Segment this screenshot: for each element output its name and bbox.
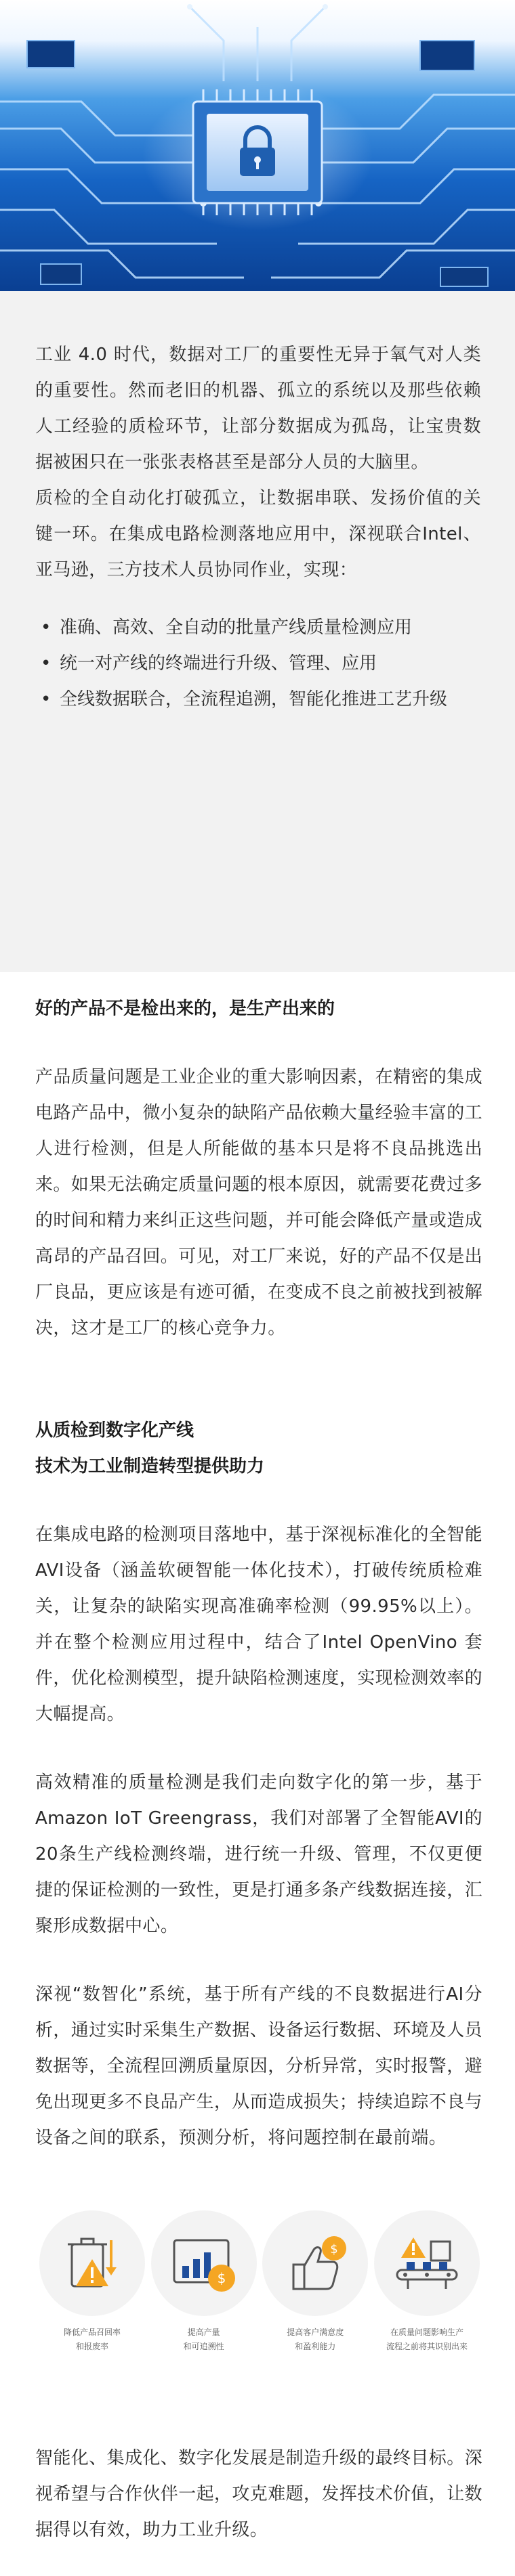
closing-paragraph: 智能化、集成化、数字化发展是制造升级的最终目标。深视希望与合作伙伴一起，攻克难题，发挥技术价值，让数据得以有效，助力工业升级。 [35,2448,483,2540]
thumbs-up-coin-icon [262,2210,368,2316]
hero-circuit-image [0,0,515,291]
benefit-item [374,2210,480,2354]
benefit-item [262,2210,368,2354]
intro-paragraph-1: 工业 4.0 时代，数据对工厂的重要性无异于氧气对人类的重要性。然而老旧的机器、孤立的系统以及那些依赖人工经验的质检环节，让部分数据成为孤岛，让宝贵数据被困只在一张张表格甚至是部分人员的大脑里。 [35,345,481,473]
trash-warning-icon [39,2210,145,2316]
section-quality [0,972,515,1347]
factory-line-icon [374,2210,480,2316]
section-paragraph: 深视“数智化”系统，基于所有产线的不良数据进行AI分析，通过实时采集生产数据、设备运行数据、环境及人员数据等，全流程回溯质量原因，分析异常，实时报警，避免出现更多不良品产生，从而造成损失；持续追踪不良与设备之间的联系，预测分析，将问题控制在最前端。 [35,1984,483,2148]
benefit-item [39,2210,145,2354]
section-paragraph: 在集成电路的检测项目落地中，基于深视标准化的全智能AVI设备（涵盖软硬智能一体化技术），打破传统质检难关，让复杂的缺陷实现高准确率检测（99.95%以上）。并在整个检测应用过程中，结合了Intel OpenVino 套件，优化检测模型，提升缺陷检测速度，实现检测效率的大幅提高。 [35,1525,483,1724]
section-paragraph: 产品质量问题是工业企业的重大影响因素，在精密的集成电路产品中，微小复杂的缺陷产品依赖大量经验丰富的工人进行检测，但是人所能做的基本只是将不良品挑选出来。如果无法确定质量问题的根本原因，就需要花费过多的时间和精力来纠正这些问题，并可能会降低产量或造成高昂的产品召回。可见，对工厂来说，好的产品不仅是出厂良品，更应该是有迹可循，在变成不良之前被找到被解决，这才是工厂的核心竞争力。 [35,1067,483,1338]
svg-text:$: $ [330,2242,339,2256]
intro-bullet-list [35,610,481,718]
section-heading-line-2: 技术为工业制造转型提供助力 [35,1456,265,1477]
section-closing [0,2354,515,2548]
benefit-icons-row [0,2210,515,2354]
benefit-item [151,2210,257,2354]
chart-coin-icon [151,2210,257,2316]
benefit-caption: 降低产品召回率 和报废率 [63,2328,121,2351]
list-item: • 全线数据联合，全流程追溯，智能化推进工艺升级 [35,682,481,718]
benefit-caption: 提高客户满意度 和盈利能力 [287,2328,344,2351]
list-item: • 准确、高效、全自动的批量产线质量检测应用 [35,610,481,646]
section-heading-line-1: 从质检到数字化产线 [35,1420,194,1441]
list-item: • 统一对产线的终端进行升级、管理、应用 [35,646,481,682]
intro-paragraph-2: 质检的全自动化打破孤立，让数据串联、发扬价值的关键一环。在集成电路检测落地应用中，深视联合Intel、亚马逊，三方技术人员协同作业，实现： [35,488,481,580]
circuit-board-illustration [0,0,515,291]
section-digital [0,1347,515,2156]
intro-section [0,291,515,972]
section-paragraph: 高效精准的质量检测是我们走向数字化的第一步，基于Amazon IoT Greengrass，我们对部署了全智能AVI的20条生产线检测终端，进行统一升级、管理，不仅更便捷的保证检测的一致性，更是打通多条产线数据连接，汇聚形成数据中心。 [35,1772,483,1936]
benefit-caption: 在质量问题影响生产 流程之前将其识别出来 [386,2328,468,2351]
svg-text:$: $ [217,2270,226,2286]
section-heading: 好的产品不是检出来的，是生产出来的 [35,999,335,1019]
benefit-caption: 提高产量 和可追溯性 [183,2328,224,2351]
